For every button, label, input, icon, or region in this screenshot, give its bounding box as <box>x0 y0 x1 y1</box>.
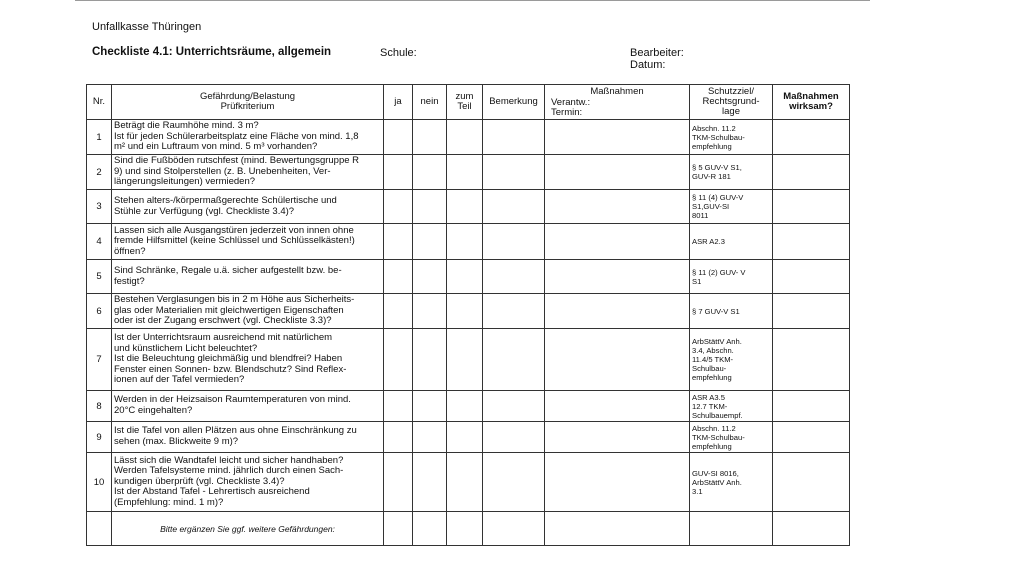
table-row <box>87 260 850 294</box>
check-question <box>112 391 384 422</box>
answer-yes-cell[interactable] <box>384 120 413 155</box>
legal-line: GUV-SI 8016, <box>692 468 739 478</box>
col-partly <box>447 85 483 120</box>
table-row <box>87 391 850 422</box>
legal-line: Schulbau- <box>692 364 727 373</box>
legal-basis <box>690 391 773 422</box>
measures-cell[interactable] <box>545 391 690 422</box>
legal-basis <box>690 329 773 391</box>
question-line: Sind Schränke, Regale u.ä. sicher aufgestellt bzw. be- <box>114 264 342 276</box>
legal-line: 3.1 <box>692 486 703 496</box>
check-question <box>112 190 384 224</box>
row-number: 2 <box>87 155 112 190</box>
legal-line: S1 <box>692 276 702 286</box>
question-line: kundigen überprüft (vgl. Checkliste 3.4)? <box>114 475 285 487</box>
effective-cell[interactable] <box>773 120 850 155</box>
measures-cell[interactable] <box>545 453 690 512</box>
checklist-body <box>87 120 850 546</box>
answer-no-cell[interactable] <box>413 224 447 260</box>
question-line: Ist der Unterrichtsraum ausreichend mit natürlichem <box>114 332 333 344</box>
remark-cell[interactable] <box>483 155 545 190</box>
legal-basis <box>690 224 773 260</box>
check-question <box>112 155 384 190</box>
row-number: 5 <box>87 260 112 294</box>
col-measures-title: Maßnahmen <box>590 86 644 97</box>
legal-basis <box>690 190 773 224</box>
table-row <box>87 453 850 512</box>
effective-cell[interactable] <box>773 294 850 329</box>
question-line: ionen auf der Tafel vermieden? <box>114 374 245 386</box>
effective-cell[interactable] <box>773 512 850 546</box>
table-row <box>87 120 850 155</box>
row-number: 10 <box>87 453 112 512</box>
row-number: 9 <box>87 422 112 453</box>
answer-partly-cell[interactable] <box>447 391 483 422</box>
check-question <box>112 329 384 391</box>
col-nr: Nr. <box>87 85 112 120</box>
col-yes: ja <box>384 85 413 120</box>
col-hazard-line1: Gefährdung/Belastung <box>199 91 296 102</box>
additional-hazards-note: Bitte ergänzen Sie ggf. weitere Gefährdungen: <box>112 512 384 546</box>
question-line: (Empfehlung: mind. 1 m)? <box>114 496 224 508</box>
question-line: Lässt sich die Wandtafel leicht und sicher handhaben? <box>114 454 344 466</box>
editor-label: Bearbeiter: <box>630 47 684 59</box>
col-legal <box>690 85 773 120</box>
legal-line: § 11 (2) GUV- V <box>692 267 746 277</box>
col-effective-line2: wirksam? <box>789 101 833 112</box>
col-measures-responsible: Verantw.: <box>551 97 591 108</box>
answer-partly-cell[interactable] <box>447 294 483 329</box>
answer-no-cell[interactable] <box>413 512 447 546</box>
remark-cell[interactable] <box>483 391 545 422</box>
row-number: 8 <box>87 391 112 422</box>
answer-no-cell[interactable] <box>413 422 447 453</box>
answer-yes-cell[interactable] <box>384 190 413 224</box>
col-remark: Bemerkung <box>483 85 545 120</box>
check-question <box>112 260 384 294</box>
row-number: 3 <box>87 190 112 224</box>
answer-yes-cell[interactable] <box>384 155 413 190</box>
question-line: Werden Tafelsysteme mind. jährlich durch einen Sach- <box>114 465 344 477</box>
question-line: Stühle zur Verfügung (vgl. Checkliste 3.4)? <box>114 205 295 217</box>
question-line: Lassen sich alle Ausgangstüren jederzeit von innen ohne <box>114 224 354 236</box>
answer-yes-cell[interactable] <box>384 260 413 294</box>
question-line: Ist die Tafel von allen Plätzen aus ohne Einschränkung zu <box>114 425 357 437</box>
answer-yes-cell[interactable] <box>384 391 413 422</box>
question-line: 20°C eingehalten? <box>114 405 193 416</box>
question-line: 9) und sind Stolperstellen (z. B. Unebenheiten, Ver- <box>114 165 331 177</box>
answer-partly-cell[interactable] <box>447 512 483 546</box>
col-measures <box>545 85 690 120</box>
table-row <box>87 190 850 224</box>
document-title: Checkliste 4.1: Unterrichtsräume, allgemein <box>92 46 332 58</box>
answer-no-cell[interactable] <box>413 329 447 391</box>
effective-cell[interactable] <box>773 155 850 190</box>
col-legal-line2: Rechtsgrund- <box>702 96 760 107</box>
legal-line: ArbStättV Anh. <box>692 337 742 346</box>
measures-cell[interactable] <box>545 512 690 546</box>
answer-no-cell[interactable] <box>413 391 447 422</box>
legal-line: GUV-R 181 <box>692 172 731 181</box>
measures-cell[interactable] <box>545 260 690 294</box>
row-number: 4 <box>87 224 112 260</box>
remark-cell[interactable] <box>483 512 545 546</box>
effective-cell[interactable] <box>773 422 850 453</box>
col-hazard-line2: Prüfkriterium <box>220 101 275 112</box>
table-row <box>87 422 850 453</box>
question-line: Stehen alters-/körpermaßgerechte Schülertische und <box>114 194 337 206</box>
col-legal-line1: Schutzziel/ <box>708 86 754 97</box>
check-question <box>112 422 384 453</box>
legal-basis <box>690 120 773 155</box>
check-question <box>112 224 384 260</box>
question-line: m² und ein Luftraum von mind. 5 m³ vorhanden? <box>114 141 318 153</box>
organization-name: Unfallkasse Thüringen <box>92 21 202 33</box>
legal-line: 8011 <box>692 211 709 220</box>
col-hazard <box>112 85 384 120</box>
header-row <box>87 85 850 120</box>
answer-yes-cell[interactable] <box>384 294 413 329</box>
answer-yes-cell[interactable] <box>384 329 413 391</box>
effective-cell[interactable] <box>773 391 850 422</box>
legal-line: 12.7 TKM- <box>692 401 728 411</box>
date-label: Datum: <box>630 59 666 71</box>
legal-line: 3.4, Abschn. <box>692 346 734 355</box>
legal-basis <box>690 453 773 512</box>
question-line: längerungsleitungen) vermieden? <box>114 176 256 188</box>
answer-yes-cell[interactable] <box>384 224 413 260</box>
answer-partly-cell[interactable] <box>447 453 483 512</box>
legal-line: TKM-Schulbau- <box>692 132 745 142</box>
question-line: Werden in der Heizsaison Raumtemperaturen von mind. <box>114 394 351 406</box>
question-line: sehen (max. Blickweite 9 m)? <box>114 436 239 447</box>
answer-partly-cell[interactable] <box>447 422 483 453</box>
answer-partly-cell[interactable] <box>447 190 483 224</box>
answer-no-cell[interactable] <box>413 155 447 190</box>
legal-line: ArbStättV Anh. <box>692 477 742 487</box>
effective-cell[interactable] <box>773 453 850 512</box>
remark-cell[interactable] <box>483 120 545 155</box>
question-line: öffnen? <box>114 245 146 257</box>
col-measures-deadline: Termin: <box>551 107 583 118</box>
legal-basis-cell[interactable] <box>690 512 773 546</box>
col-effective-line1: Maßnahmen <box>783 91 839 102</box>
measures-cell[interactable] <box>545 422 690 453</box>
legal-line: ASR A3.5 <box>692 392 725 402</box>
table-row <box>87 294 850 329</box>
remark-cell[interactable] <box>483 294 545 329</box>
legal-line: empfehlung <box>692 441 732 451</box>
answer-no-cell[interactable] <box>413 453 447 512</box>
question-line: und künstlichem Licht beleuchtet? <box>114 342 258 354</box>
question-line: glas oder Materialien mit gleichwertigen Eigenschaften <box>114 304 344 316</box>
answer-yes-cell[interactable] <box>384 512 413 546</box>
legal-line: Abschn. 11.2 <box>692 123 736 133</box>
remark-cell[interactable] <box>483 422 545 453</box>
remark-cell[interactable] <box>483 224 545 260</box>
measures-cell[interactable] <box>545 224 690 260</box>
answer-partly-cell[interactable] <box>447 120 483 155</box>
question-line: Beträgt die Raumhöhe mind. 3 m? <box>114 120 259 132</box>
table-row <box>87 155 850 190</box>
legal-line: empfehlung <box>692 141 732 151</box>
answer-yes-cell[interactable] <box>384 453 413 512</box>
answer-partly-cell[interactable] <box>447 329 483 391</box>
school-label: Schule: <box>380 47 417 59</box>
legal-basis <box>690 260 773 294</box>
effective-cell[interactable] <box>773 224 850 260</box>
table-row <box>87 224 850 260</box>
col-legal-line3: lage <box>722 106 740 117</box>
col-effective <box>773 85 850 120</box>
legal-line: empfehlung <box>692 373 732 382</box>
legal-line: § 7 GUV-V S1 <box>692 306 740 316</box>
footer-row <box>87 512 850 546</box>
legal-line: S1,GUV-SI <box>692 202 730 211</box>
measures-cell[interactable] <box>545 120 690 155</box>
question-line: Sind die Fußböden rutschfest (mind. Bewertungsgruppe R <box>114 155 360 167</box>
answer-no-cell[interactable] <box>413 260 447 294</box>
question-line: Ist für jeden Schülerarbeitsplatz eine Fläche von mind. 1,8 <box>114 130 359 142</box>
answer-partly-cell[interactable] <box>447 260 483 294</box>
remark-cell[interactable] <box>483 260 545 294</box>
legal-line: § 11 (4) GUV-V <box>692 193 744 202</box>
col-partly-line1: zum <box>455 91 474 102</box>
legal-basis <box>690 294 773 329</box>
check-question <box>112 294 384 329</box>
legal-line: § 5 GUV-V S1, <box>692 163 742 172</box>
question-line: Ist die Beleuchtung gleichmäßig und blendfrei? Haben <box>114 353 343 365</box>
legal-line: ASR A2.3 <box>692 237 725 246</box>
measures-cell[interactable] <box>545 294 690 329</box>
question-line: festigt? <box>114 275 145 287</box>
measures-cell[interactable] <box>545 155 690 190</box>
measures-cell[interactable] <box>545 329 690 391</box>
top-rule <box>75 0 870 1</box>
remark-cell[interactable] <box>483 453 545 512</box>
table-row <box>87 329 850 391</box>
legal-line: Abschn. 11.2 <box>692 423 736 433</box>
row-number: 7 <box>87 329 112 391</box>
col-partly-line2: Teil <box>457 101 472 112</box>
effective-cell[interactable] <box>773 329 850 391</box>
row-number: 6 <box>87 294 112 329</box>
legal-line: TKM-Schulbau- <box>692 432 745 442</box>
remark-cell[interactable] <box>483 329 545 391</box>
check-question <box>112 453 384 512</box>
answer-no-cell[interactable] <box>413 120 447 155</box>
answer-partly-cell[interactable] <box>447 155 483 190</box>
effective-cell[interactable] <box>773 260 850 294</box>
answer-partly-cell[interactable] <box>447 224 483 260</box>
legal-line: Schulbauempf. <box>692 410 743 420</box>
question-line: Ist der Abstand Tafel - Lehrertisch ausreichend <box>114 486 310 498</box>
col-no: nein <box>413 85 447 120</box>
measures-cell[interactable] <box>545 190 690 224</box>
question-line: Bestehen Verglasungen bis in 2 m Höhe aus Sicherheits- <box>114 294 355 306</box>
effective-cell[interactable] <box>773 190 850 224</box>
legal-basis <box>690 422 773 453</box>
answer-no-cell[interactable] <box>413 190 447 224</box>
remark-cell[interactable] <box>483 190 545 224</box>
answer-no-cell[interactable] <box>413 294 447 329</box>
legal-line: 11.4/5 TKM- <box>692 355 734 364</box>
checklist-table <box>86 84 850 546</box>
row-number: 1 <box>87 120 112 155</box>
check-question <box>112 120 384 155</box>
question-line: Fenster einen Sonnen- bzw. Blendschutz? Sind Reflex- <box>114 363 347 375</box>
question-line: oder ist der Zugang erschwert (vgl. Checkliste 3.3)? <box>114 315 332 327</box>
legal-basis <box>690 155 773 190</box>
question-line: fremde Hilfsmittel (keine Schlüssel und Schlüsselkästen!) <box>114 235 355 247</box>
footer-nr-cell <box>87 512 112 546</box>
answer-yes-cell[interactable] <box>384 422 413 453</box>
